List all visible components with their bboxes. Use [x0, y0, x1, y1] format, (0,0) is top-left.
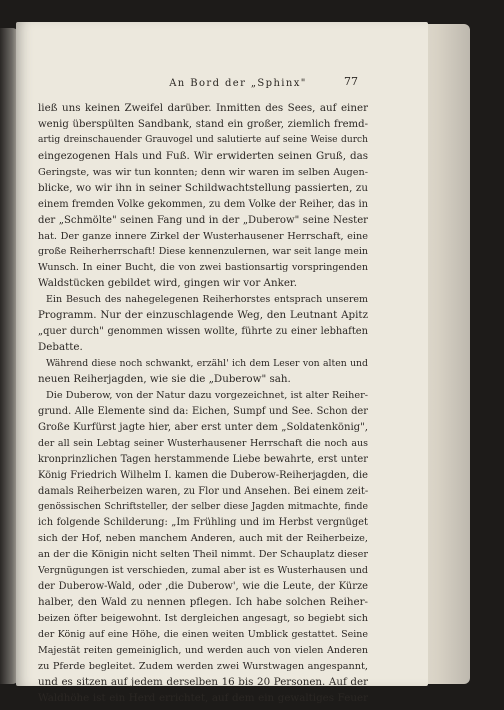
running-header: An Bord der „Sphinx": [169, 78, 307, 89]
text-line: einem fremden Volke gekommen, zu dem Volke der Reiher, das in: [38, 198, 368, 210]
text-line: Die Duberow, von der Natur dazu vorgezeichnet, ist alter Reiher-: [46, 389, 368, 401]
text-line: der Duberow-Wald, oder ‚die Duberow', wie die Leute, der Kürze: [38, 581, 368, 593]
text-line: Debatte.: [38, 341, 83, 354]
text-line: zu Pferde begleitet. Zudem werden zwei Wurstwagen angespannt,: [38, 660, 368, 672]
text-line: eingezogenen Hals und Fuß. Wir erwiderten seinen Gruß, das: [38, 149, 368, 162]
text-line: Geringste, was wir tun konnten; denn wir waren im selben Augen-: [38, 166, 368, 178]
text-line: König Friedrich Wilhelm I. kamen die Duberow-Reiherjagden, die: [38, 469, 368, 481]
text-line: neuen Reiherjagden, wie sie die „Duberow" sah.: [38, 372, 291, 385]
text-line: sich der Hof, neben manchem Anderen, auch mit der Reiherbeize,: [38, 533, 368, 545]
body-text: [38, 101, 368, 707]
text-line: Wunsch. In einer Bucht, die von zwei bastionsartig vorspringenden: [38, 262, 368, 274]
text-line: artig dreinschauender Grauvogel und salutierte auf seine Weise durch: [38, 134, 368, 145]
text-line: kronprinzlichen Tagen herstammende Liebe bewahrte, erst unter: [38, 453, 368, 465]
text-line: Programm. Nur der einzuschlagende Weg, den Leutnant Apitz: [38, 309, 368, 322]
text-line: der „Schmölte" seinen Fang und in der „Duberow" seine Nester: [38, 214, 368, 226]
text-line: hat. Der ganze innere Zirkel der Wusterhausener Herrschaft, eine: [38, 230, 368, 242]
text-line: damals Reiherbeizen waren, zu Flor und Ansehen. Bei einem zeit-: [38, 485, 368, 497]
text-line: der all sein Lebtag seiner Wusterhausener Herrschaft die noch aus: [38, 437, 368, 449]
text-line: Waldhöhe ist ein Herd errichtet, auf dem ein gewaltiges Feuer: [38, 691, 368, 704]
text-line: genössischen Schriftsteller, der selber diese Jagden mitmachte, finde: [38, 501, 368, 513]
text-line: beizen öfter beigewohnt. Ist dergleichen angesagt, so begiebt sich: [38, 613, 368, 624]
text-line: und es sitzen auf jedem derselben 16 bis 20 Personen. Auf der: [38, 675, 368, 688]
text-line: halber, den Wald zu nennen pflegen. Ich habe solchen Reiher-: [38, 596, 368, 609]
text-line: wenig überspülten Sandbank, stand ein großer, ziemlich fremd-: [38, 118, 368, 130]
text-line: große Reiherherrschaft! Diese kennenzulernen, war seit lange mein: [38, 246, 368, 258]
text-line: an der die Königin nicht selten Theil nimmt. Der Schauplatz dieser: [38, 549, 368, 561]
text-line: Majestät reiten gemeiniglich, und werden auch von vielen Anderen: [38, 644, 368, 656]
text-line: der König auf eine Höhe, die einen weiten Umblick gestattet. Seine: [38, 628, 368, 640]
text-line: blicke, wo wir ihn in seiner Schildwachtstellung passierten, zu: [38, 181, 368, 194]
page-number: 77: [344, 75, 358, 88]
text-line: Vergnügungen ist verschieden, zumal aber ist es Wusterhausen und: [38, 565, 368, 577]
text-line: Während diese noch schwankt, erzähl' ich dem Leser von alten und: [46, 358, 368, 369]
text-line: „quer durch" genommen wissen wollte, führte zu einer lebhaften: [38, 326, 368, 338]
text-line: ich folgende Schilderung: „Im Frühling und im Herbst vergnüget: [38, 517, 368, 529]
text-line: grund. Alle Elemente sind da: Eichen, Sumpf und See. Schon der: [38, 405, 368, 417]
text-line: Waldstücken gebildet wird, gingen wir vor Anker.: [38, 277, 297, 290]
text-line: Große Kurfürst jagte hier, aber erst unter dem „Soldatenkönig",: [38, 421, 368, 433]
text-line: Ein Besuch des nahegelegenen Reiherhorstes entsprach unserem: [46, 294, 368, 306]
text-line: ließ uns keinen Zweifel darüber. Inmitten des Sees, auf einer: [38, 102, 368, 114]
